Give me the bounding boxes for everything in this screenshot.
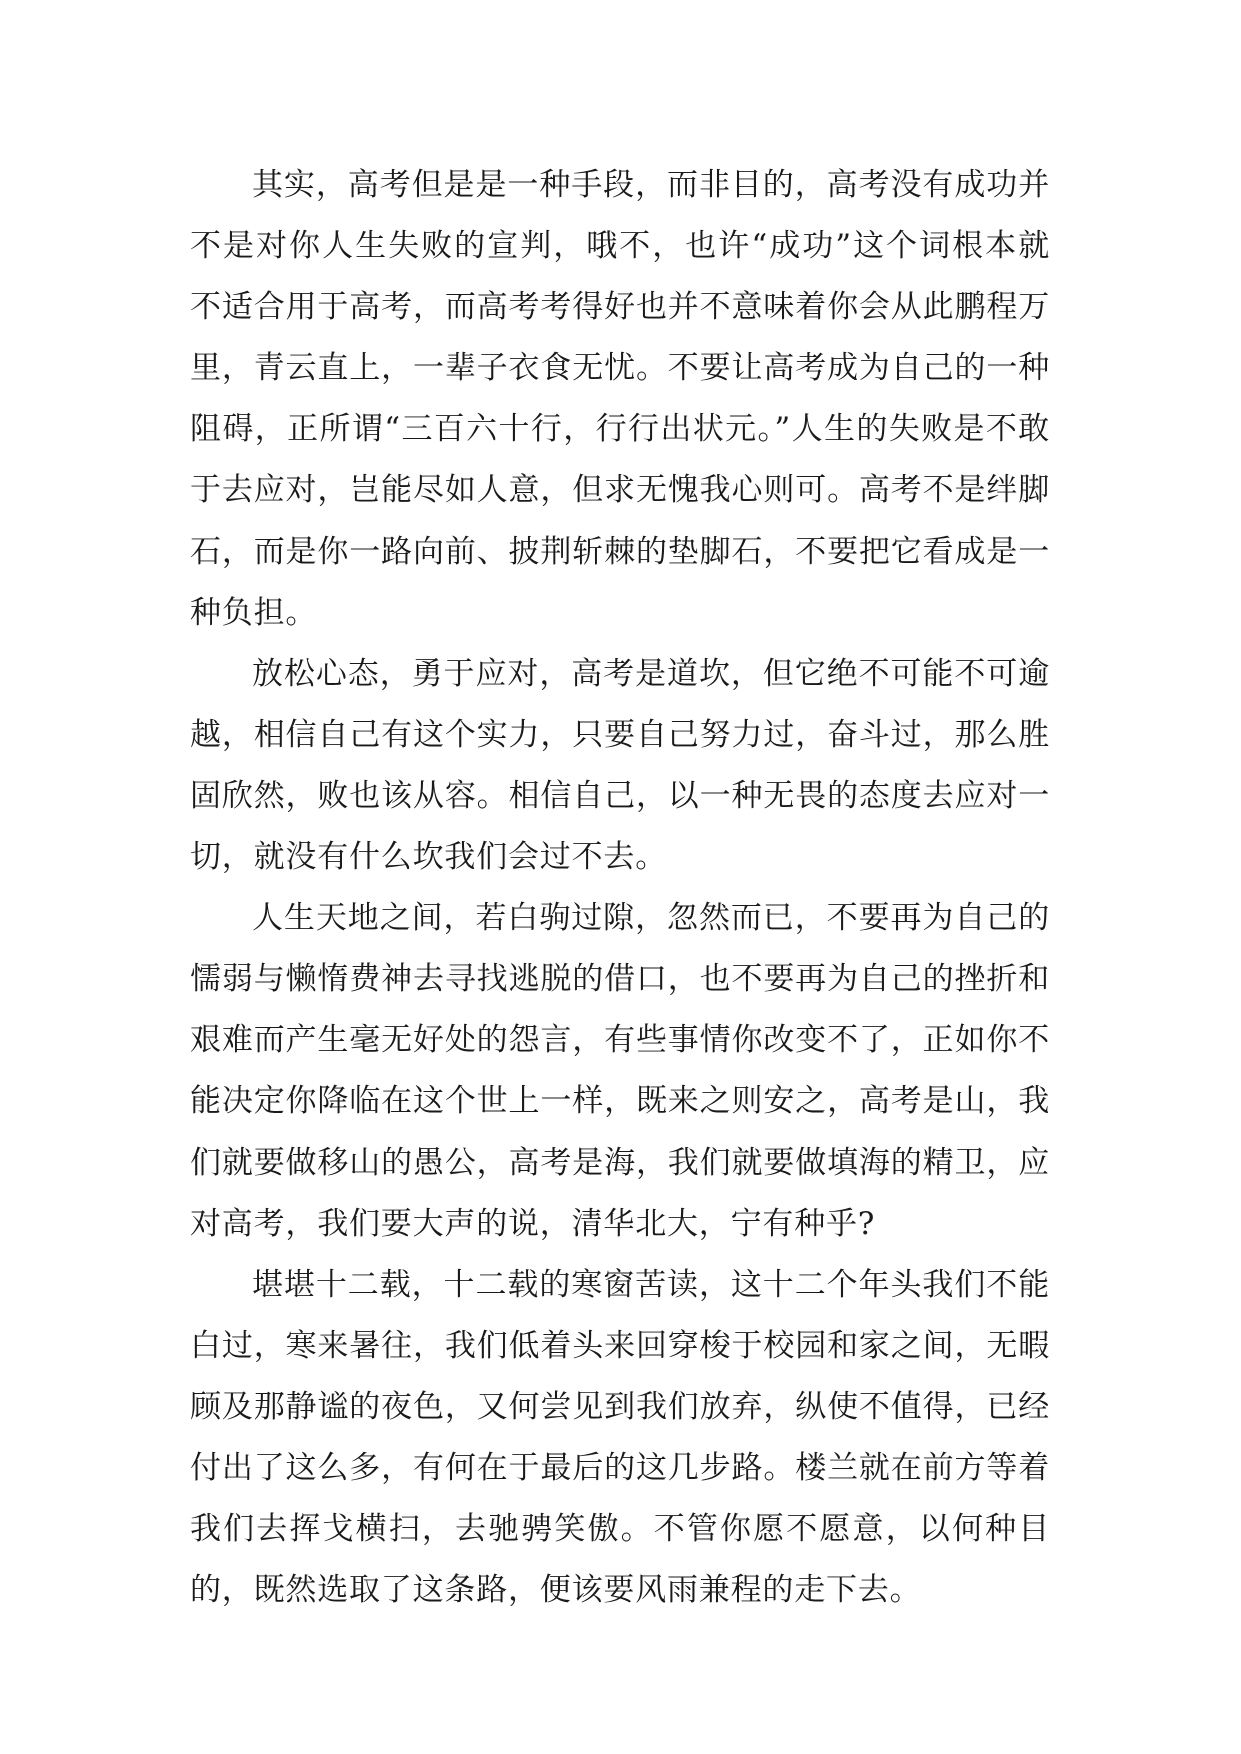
paragraph-4: 堪堪十二载，十二载的寒窗苦读，这十二个年头我们不能白过，寒来暑往，我们低着头来回穿梭于校园和家之间，无暇顾及那静谧的夜色，又何尝见到我们放弃，纵使不值得，已经付出了这么多，有何在于最后的这几步路。楼兰就在前方等着我们去挥戈横扫，去驰骋笑傲。不管你愿不愿意，以何种目的，既然选取了这条路，便该要风雨兼程的走下去。 [190,1266,1050,1609]
paragraph-2: 放松心态，勇于应对，高考是道坎，但它绝不可能不可逾越，相信自己有这个实力，只要自己努力过，奋斗过，那么胜固欣然，败也该从容。相信自己，以一种无畏的态度去应对一切，就没有什么坎我们会过不去。 [190,655,1050,876]
paragraph-3: 人生天地之间，若白驹过隙，忽然而已，不要再为自己的懦弱与懒惰费神去寻找逃脱的借口，也不要再为自己的挫折和艰难而产生毫无好处的怨言，有些事情你改变不了，正如你不能决定你降临在这个世上一样，既来之则安之，高考是山，我们就要做移山的愚公，高考是海，我们就要做填海的精卫，应对高考，我们要大声的说，清华北大，宁有种乎? [190,900,1050,1242]
document-body [190,155,1050,1621]
paragraph-1: 其实，高考但是是一种手段，而非目的，高考没有成功并不是对你人生失败的宣判，哦不，也许“成功”这个词根本就不适合用于高考，而高考考得好也并不意味着你会从此鹏程万里，青云直上，一辈子衣食无忧。不要让高考成为自己的一种阻碍，正所谓“三百六十行，行行出状元。”人生的失败是不敢于去应对，岂能尽如人意，但求无愧我心则可。高考不是绊脚石，而是你一路向前、披荆斩棘的垫脚石，不要把它看成是一种负担。 [190,167,1050,631]
